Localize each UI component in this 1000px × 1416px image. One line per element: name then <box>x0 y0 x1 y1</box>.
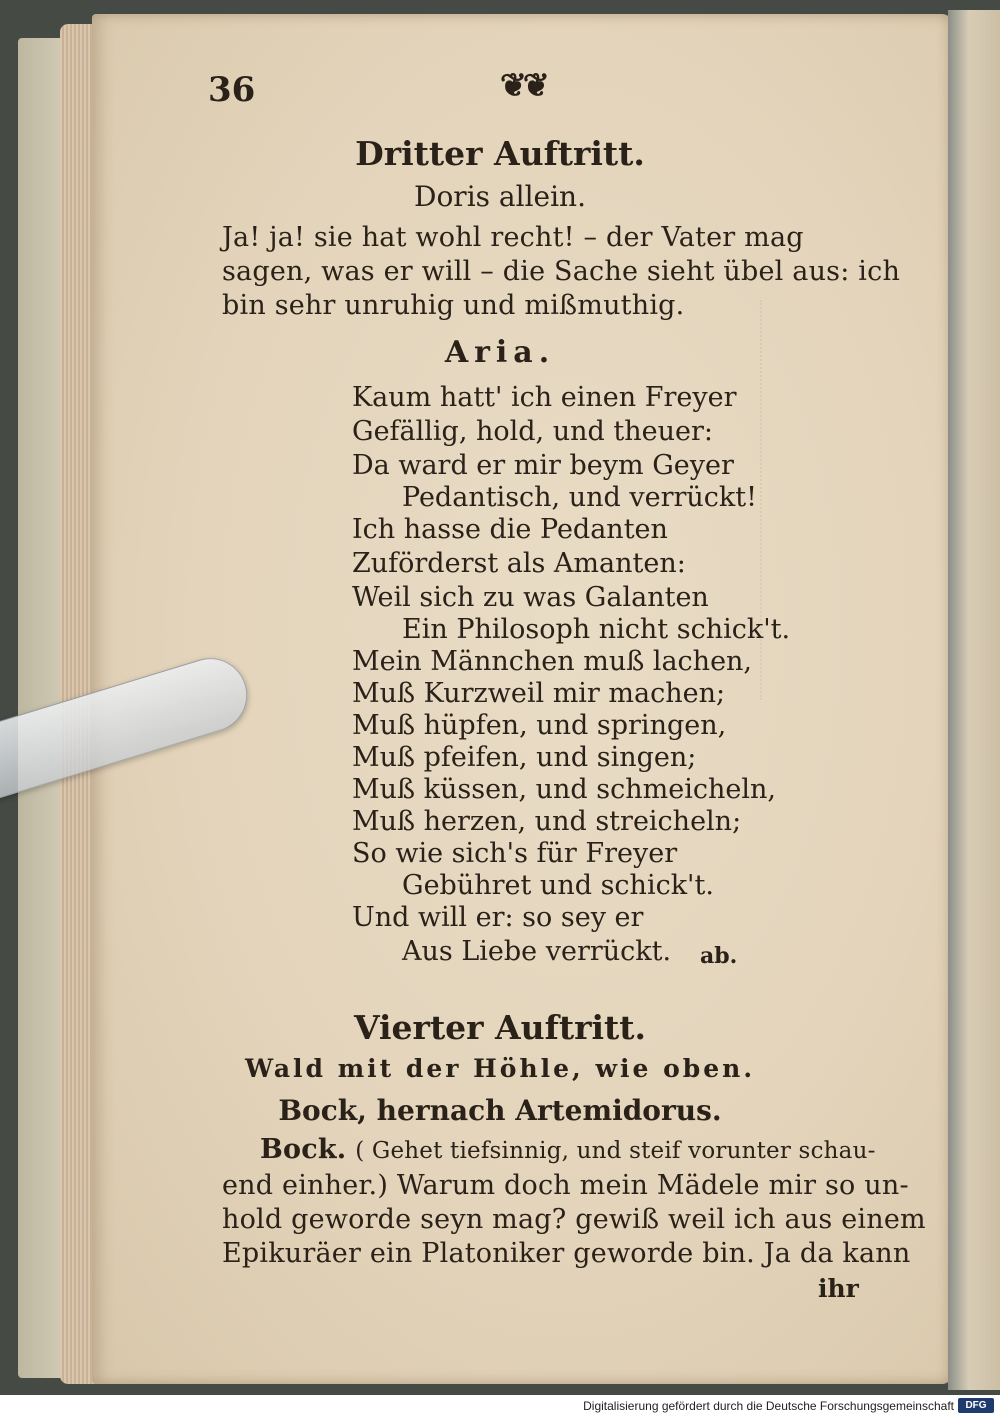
verse-line: Muß herzen, und streicheln; <box>352 806 742 837</box>
page-number: 36 <box>208 70 256 110</box>
verse-line: Da ward er mir beym Geyer <box>352 450 734 481</box>
prose-line: Ja! ja! sie hat wohl recht! – der Vater mag <box>222 222 804 253</box>
scene-cast-bock: Bock, hernach Artemidorus. <box>278 1094 722 1127</box>
dialogue-line: Epikuräer ein Platoniker geworde bin. Ja da kann <box>222 1238 911 1269</box>
catchword: ihr <box>818 1274 859 1303</box>
dialogue-first-line <box>260 1134 876 1165</box>
prose-line: sagen, was er will – die Sache sieht übel aus: ich <box>222 256 901 287</box>
verse-line: Gebühret und schick't. <box>402 870 714 901</box>
verse-line: Muß pfeifen, und singen; <box>352 742 697 773</box>
verse-line: Mein Männchen muß lachen, <box>352 646 753 677</box>
scene-setting: Wald mit der Höhle, wie oben. <box>244 1054 756 1083</box>
verse-line: Ein Philosoph nicht schick't. <box>402 614 791 645</box>
dialogue-line: end einher.) Warum doch mein Mädele mir so un- <box>222 1170 909 1201</box>
exit-direction: ab. <box>700 943 738 969</box>
stage-direction: ( Gehet tiefsinnig, und steif vorunter schau- <box>355 1138 876 1164</box>
aria-title: Aria. <box>444 335 556 370</box>
facing-page-edge <box>948 10 1000 1390</box>
verse-line: Weil sich zu was Galanten <box>352 582 709 613</box>
header-ornament: ❦❦ <box>500 66 546 104</box>
verse-line: Pedantisch, und verrückt! <box>402 482 757 513</box>
verse-line: Muß küssen, und schmeicheln, <box>352 774 776 805</box>
credit-text: Digitalisierung gefördert durch die Deutsche Forschungsgemeinschaft <box>583 1399 954 1413</box>
verse-line: Aus Liebe verrückt. <box>402 936 672 967</box>
verse-line: Muß Kurzweil mir machen; <box>352 678 726 709</box>
verse-line: Gefällig, hold, und theuer: <box>352 416 713 447</box>
prose-line: bin sehr unruhig und mißmuthig. <box>222 290 685 321</box>
verse-line: Ich hasse die Pedanten <box>352 514 668 545</box>
dfg-logo: DFG <box>958 1398 994 1413</box>
verse-line: Und will er: so sey er <box>352 902 644 933</box>
verse-line: Muß hüpfen, und springen, <box>352 710 727 741</box>
verse-line: Zuförderst als Amanten: <box>352 548 686 579</box>
verse-line: So wie sich's für Freyer <box>352 838 678 869</box>
scene-title-vierter: Vierter Auftritt. <box>354 1008 646 1047</box>
scene-title-dritter: Dritter Auftritt. <box>355 134 645 173</box>
scene-cast-doris: Doris allein. <box>414 180 586 213</box>
dialogue-line: hold geworde seyn mag? gewiß weil ich aus einem <box>222 1204 926 1235</box>
speaker-name: Bock. <box>260 1134 347 1165</box>
verse-line: Kaum hatt' ich einen Freyer <box>352 382 737 413</box>
